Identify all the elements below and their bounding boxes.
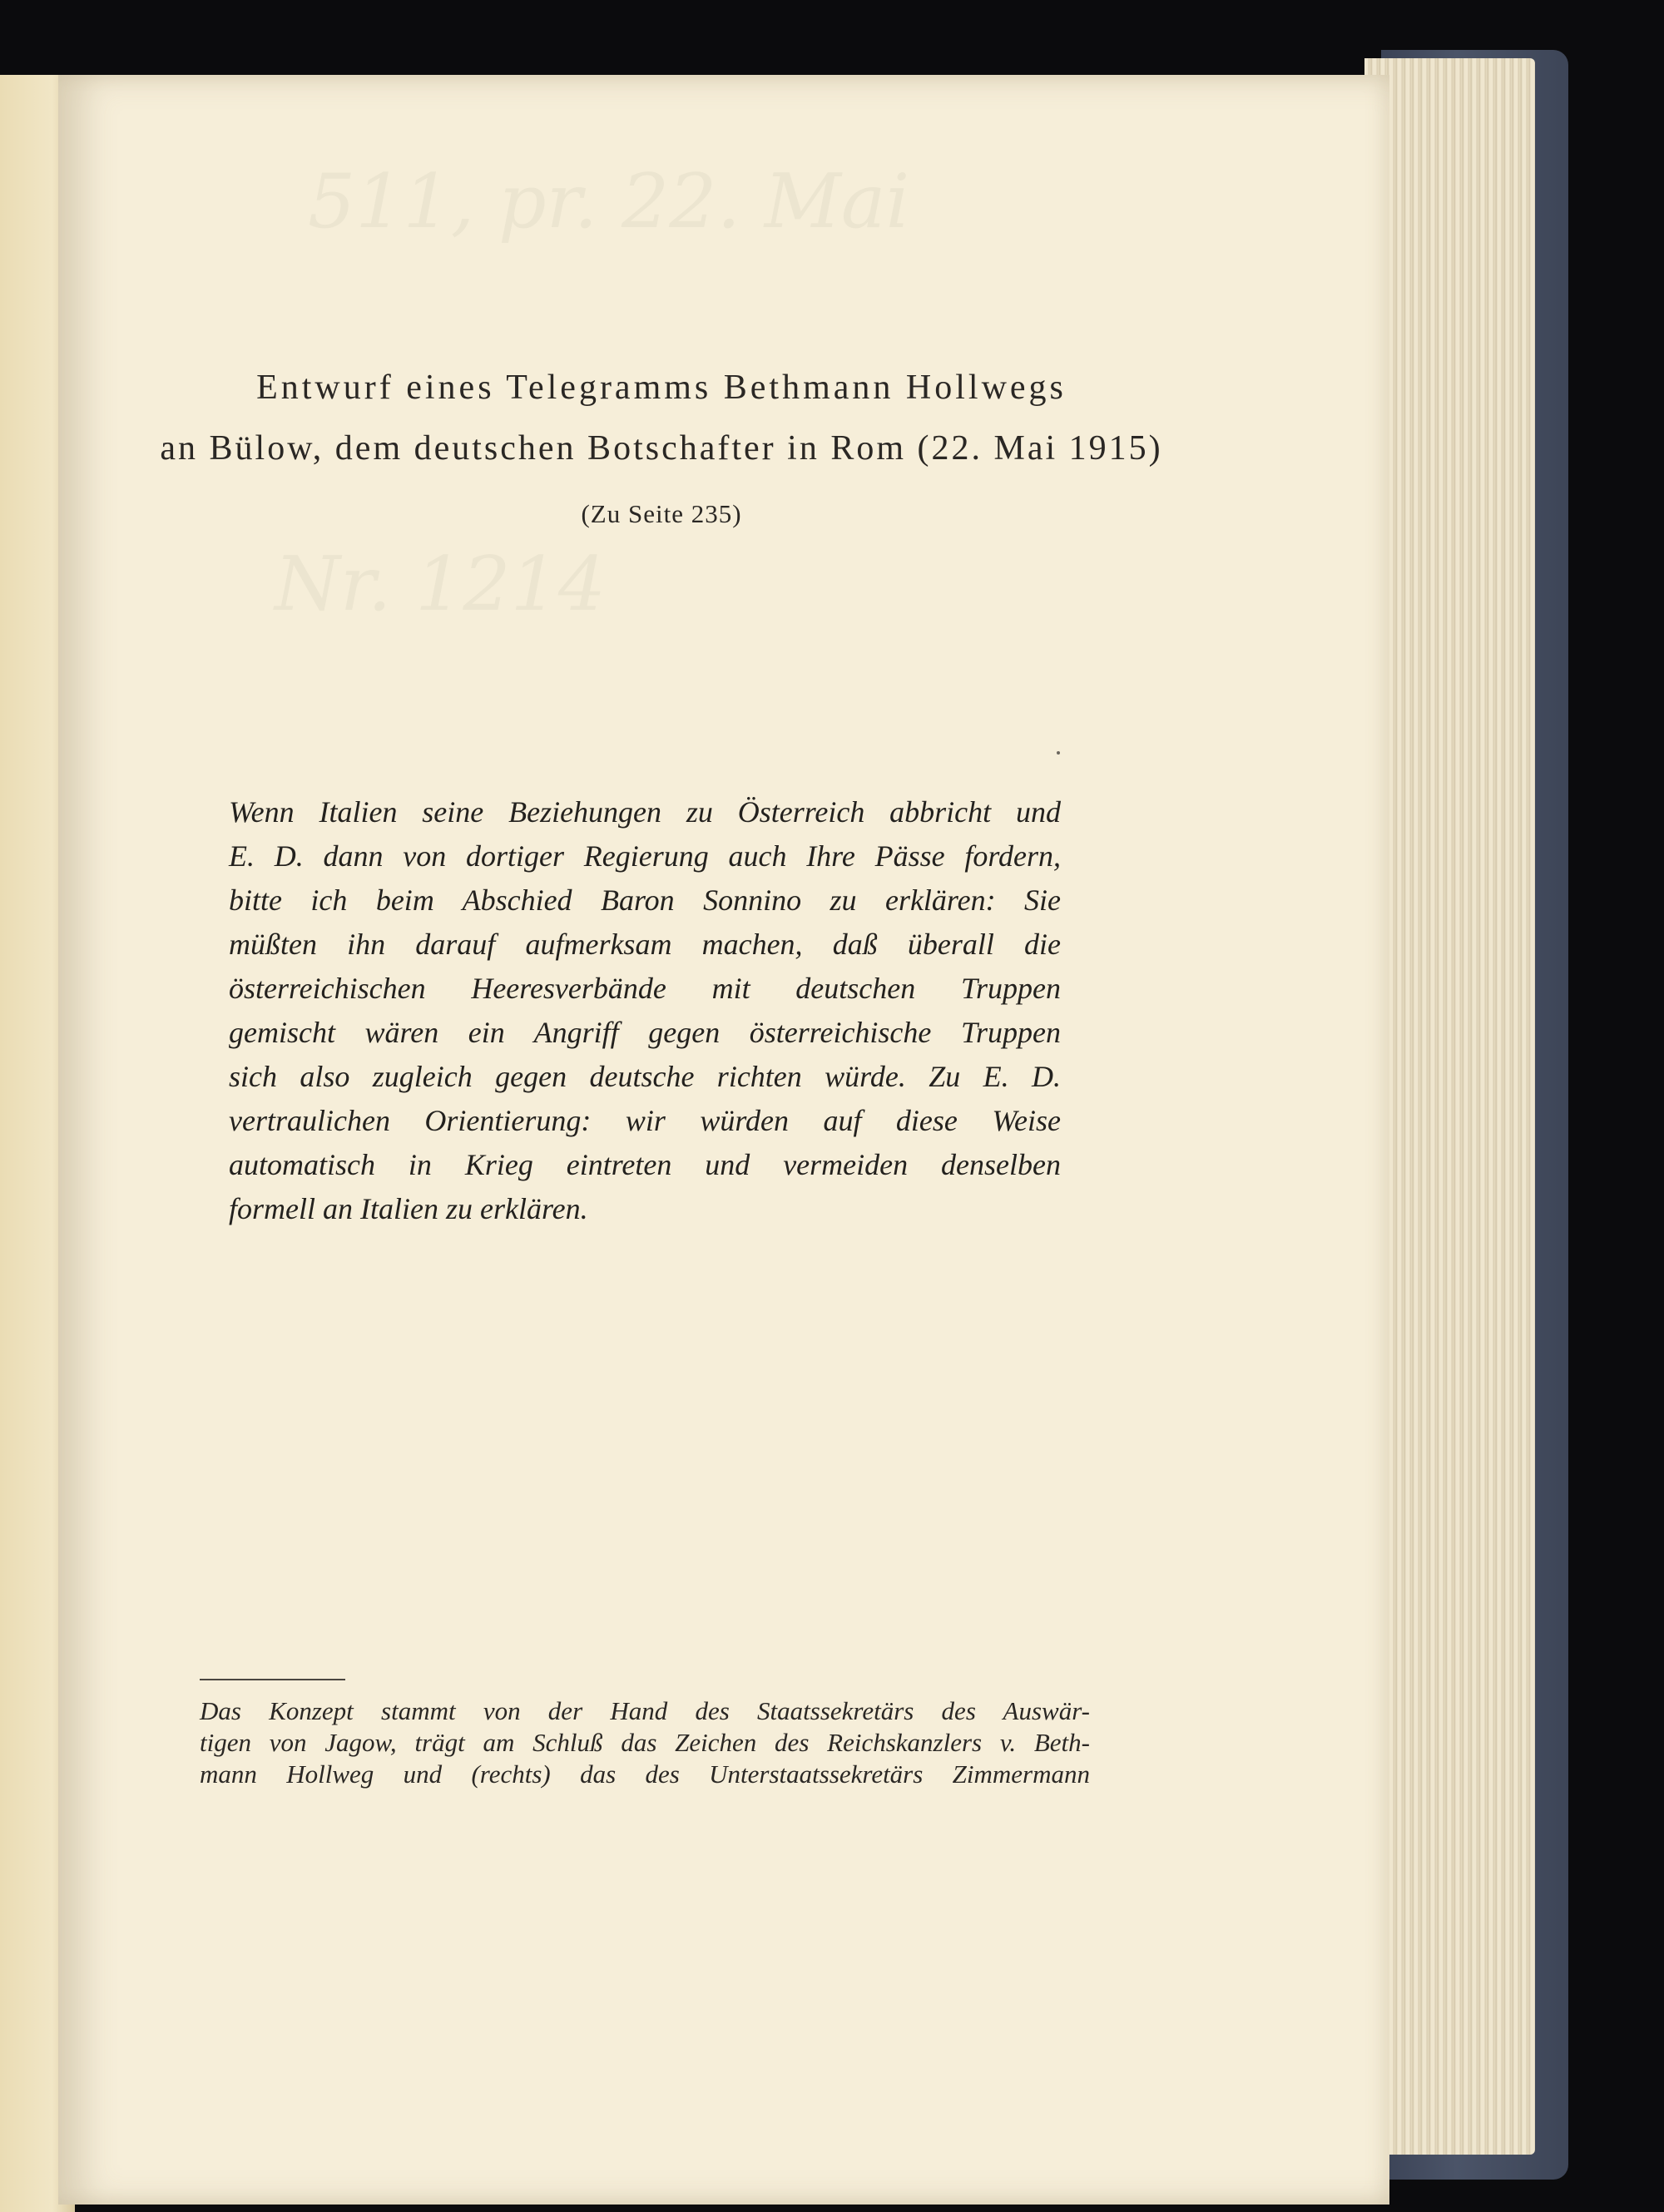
footnote-line: Das Konzept stammt von der Hand des Staatssekretärs des Auswär- (200, 1696, 1090, 1725)
telegram-text (229, 790, 1061, 1231)
document-title-line-2: an Bülow, dem deutschen Botschafter in Rom (22. Mai 1915) (160, 429, 1163, 468)
show-through-text: Nr. 1214 (275, 541, 607, 628)
footnote-line: mann Hollweg und (rechts) das des Unterstaatssekretärs Zimmermann (200, 1759, 1090, 1789)
footnote-rule (200, 1679, 345, 1680)
telegram-line: E. D. dann von dortiger Regierung auch Ihre Pässe fordern, (229, 839, 1061, 873)
show-through-text: 511, pr. 22. Mai (308, 158, 910, 245)
telegram-line: sich also zugleich gegen deutsche richten würde. Zu E. D. (229, 1060, 1061, 1093)
telegram-line: bitte ich beim Abschied Baron Sonnino zu erklären: Sie (229, 883, 1061, 917)
telegram-line: Wenn Italien seine Beziehungen zu Österreich abbricht und (229, 795, 1061, 829)
telegram-line: gemischt wären ein Angriff gegen österreichische Truppen (229, 1016, 1061, 1049)
telegram-line: vertraulichen Orientierung: wir würden auf diese Weise (229, 1104, 1061, 1137)
document-title-line-1: Entwurf eines Telegramms Bethmann Hollwegs (256, 369, 1067, 407)
book-page (58, 75, 1389, 2205)
telegram-line: müßten ihn darauf aufmerksam machen, daß überall die (229, 928, 1061, 961)
footnote-line: tigen von Jagow, trägt am Schluß das Zeichen des Reichskanzlers v. Beth- (200, 1728, 1090, 1757)
footnote (200, 1695, 1090, 1790)
telegram-line: formell an Italien zu erklären. (229, 1192, 588, 1225)
telegram-line: österreichischen Heeresverbände mit deutschen Truppen (229, 972, 1061, 1005)
page-reference: (Zu Seite 235) (581, 499, 742, 528)
telegram-line: automatisch in Krieg eintreten und vermeiden denselben (229, 1148, 1061, 1181)
stray-mark (1057, 751, 1060, 755)
page-edges (1364, 58, 1535, 2155)
